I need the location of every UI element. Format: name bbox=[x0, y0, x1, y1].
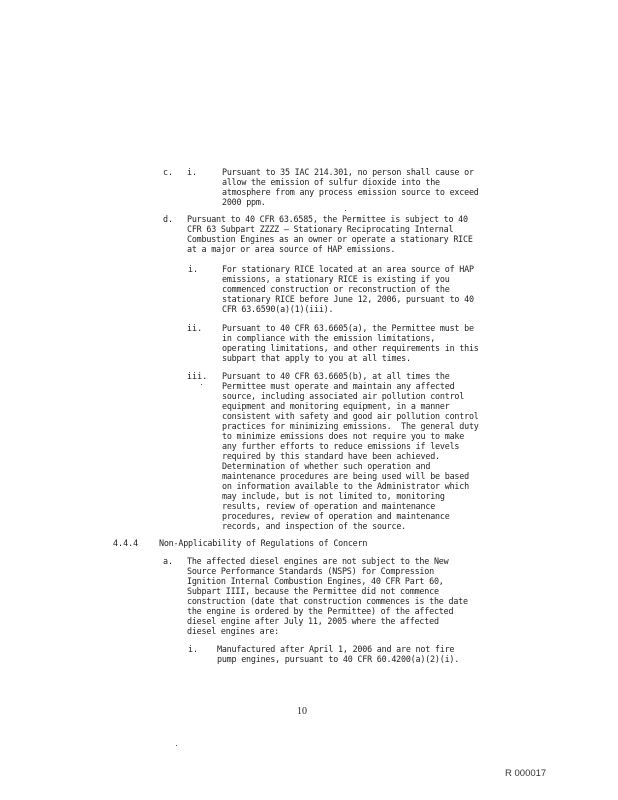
item-d-iii-line-15: procedures, review of operation and maintenance bbox=[222, 511, 450, 521]
item-d-iii-line-16: records, and inspection of the source. bbox=[222, 521, 407, 531]
item-c-label: c. bbox=[163, 167, 174, 177]
item-d-i-line-4: stationary RICE before June 12, 2006, pursuant to 40 bbox=[222, 294, 474, 304]
item-d-iii-line-8: any further efforts to reduce emissions if levels bbox=[222, 441, 460, 451]
item-d-ii-line-1: Pursuant to 40 CFR 63.6605(a), the Permittee must be bbox=[222, 323, 474, 333]
item-d-i-line-2: emissions, a stationary RICE is existing if you bbox=[222, 274, 450, 284]
section-number: 4.4.4 bbox=[113, 538, 139, 548]
item-d-ii-label: ii. bbox=[187, 323, 203, 333]
scan-speck bbox=[345, 210, 346, 211]
item-d-iii-line-4: equipment and monitoring equipment, in a manner bbox=[222, 401, 450, 411]
item-d-i-line-3: commenced construction or reconstruction of the bbox=[222, 284, 450, 294]
item-d-iii-line-2: Permittee must operate and maintain any affected bbox=[222, 381, 455, 391]
item-d-iii-line-11: maintenance procedures are being used will be based bbox=[222, 471, 469, 481]
item-d-iii-line-1: Pursuant to 40 CFR 63.6605(b), at all times the bbox=[222, 371, 450, 381]
item-444-a-line-8: diesel engines are: bbox=[187, 626, 280, 636]
item-c-i-line-2: allow the emission of sulfur dioxide into the bbox=[222, 177, 440, 187]
item-444-a-line-3: Ignition Internal Combustion Engines, 40 CFR Part 60, bbox=[187, 576, 444, 586]
item-444-a-label: a. bbox=[163, 556, 174, 566]
item-444-a-line-6: the engine is ordered by the Permittee) of the affected bbox=[187, 606, 454, 616]
item-d-iii-line-3: source, including associated air pollution control bbox=[222, 391, 465, 401]
item-c-i-line-3: atmosphere from any process emission source to exceed bbox=[222, 187, 479, 197]
item-d-line-3: Combustion Engines as an owner or operate a stationary RICE bbox=[187, 234, 473, 244]
item-444-a-i-line-1: Manufactured after April 1, 2006 and are not fire bbox=[217, 644, 455, 654]
item-444-a-line-2: Source Performance Standards (NSPS) for Compression bbox=[187, 566, 434, 576]
item-d-i-label: i. bbox=[188, 264, 199, 274]
item-d-iii-line-9: required by this standard have been achieved. bbox=[222, 451, 440, 461]
item-444-a-line-4: Subpart IIII, because the Permittee did not commence bbox=[187, 586, 439, 596]
item-d-label: d. bbox=[163, 214, 174, 224]
item-d-iii-line-10: Determination of whether such operation and bbox=[222, 461, 431, 471]
scan-speck bbox=[201, 384, 202, 385]
item-d-iii-line-6: practices for minimizing emissions. The general duty bbox=[222, 421, 479, 431]
item-d-iii-line-14: results, review of operation and maintenance bbox=[222, 501, 436, 511]
bates-stamp: R 000017 bbox=[505, 768, 547, 779]
item-d-iii-line-12: on information available to the Administrator which bbox=[222, 481, 469, 491]
scan-speck bbox=[176, 745, 177, 746]
item-d-ii-line-2: in compliance with the emission limitations, bbox=[222, 333, 436, 343]
item-d-iii-label: iii. bbox=[187, 371, 208, 381]
item-d-line-1: Pursuant to 40 CFR 63.6585, the Permittee is subject to 40 bbox=[187, 214, 468, 224]
item-444-a-line-7: diesel engine after July 11, 2005 where the affected bbox=[187, 616, 439, 626]
item-c-i-label: i. bbox=[187, 167, 198, 177]
item-d-i-line-1: For stationary RICE located at an area source of HAP bbox=[222, 264, 474, 274]
item-d-line-2: CFR 63 Subpart ZZZZ — Stationary Reciprocating Internal bbox=[187, 224, 454, 234]
item-d-i-line-5: CFR 63.6590(a)(1)(iii). bbox=[222, 304, 334, 314]
item-444-a-line-5: construction (date that construction commences is the date bbox=[187, 596, 468, 606]
item-d-iii-line-13: may include, but is not limited to, monitoring bbox=[222, 491, 445, 501]
section-title: Non-Applicability of Regulations of Concern bbox=[159, 538, 368, 548]
item-d-iii-line-7: to minimize emissions does not require you to make bbox=[222, 431, 465, 441]
item-444-a-i-line-2: pump engines, pursuant to 40 CFR 60.4200(a)(2)(i). bbox=[217, 654, 460, 664]
page-number: 10 bbox=[297, 706, 307, 717]
item-d-line-4: at a major or area source of HAP emissions. bbox=[187, 244, 396, 254]
item-d-iii-line-5: consistent with safety and good air pollution control bbox=[222, 411, 479, 421]
item-d-ii-line-4: subpart that apply to you at all times. bbox=[222, 353, 411, 363]
item-444-a-line-1: The affected diesel engines are not subject to the New bbox=[187, 556, 449, 566]
item-d-ii-line-3: operating limitations, and other requirements in this bbox=[222, 343, 479, 353]
item-444-a-i-label: i. bbox=[188, 644, 199, 654]
item-c-i-line-1: Pursuant to 35 IAC 214.301, no person shall cause or bbox=[222, 167, 474, 177]
item-c-i-line-4: 2000 ppm. bbox=[222, 197, 266, 207]
